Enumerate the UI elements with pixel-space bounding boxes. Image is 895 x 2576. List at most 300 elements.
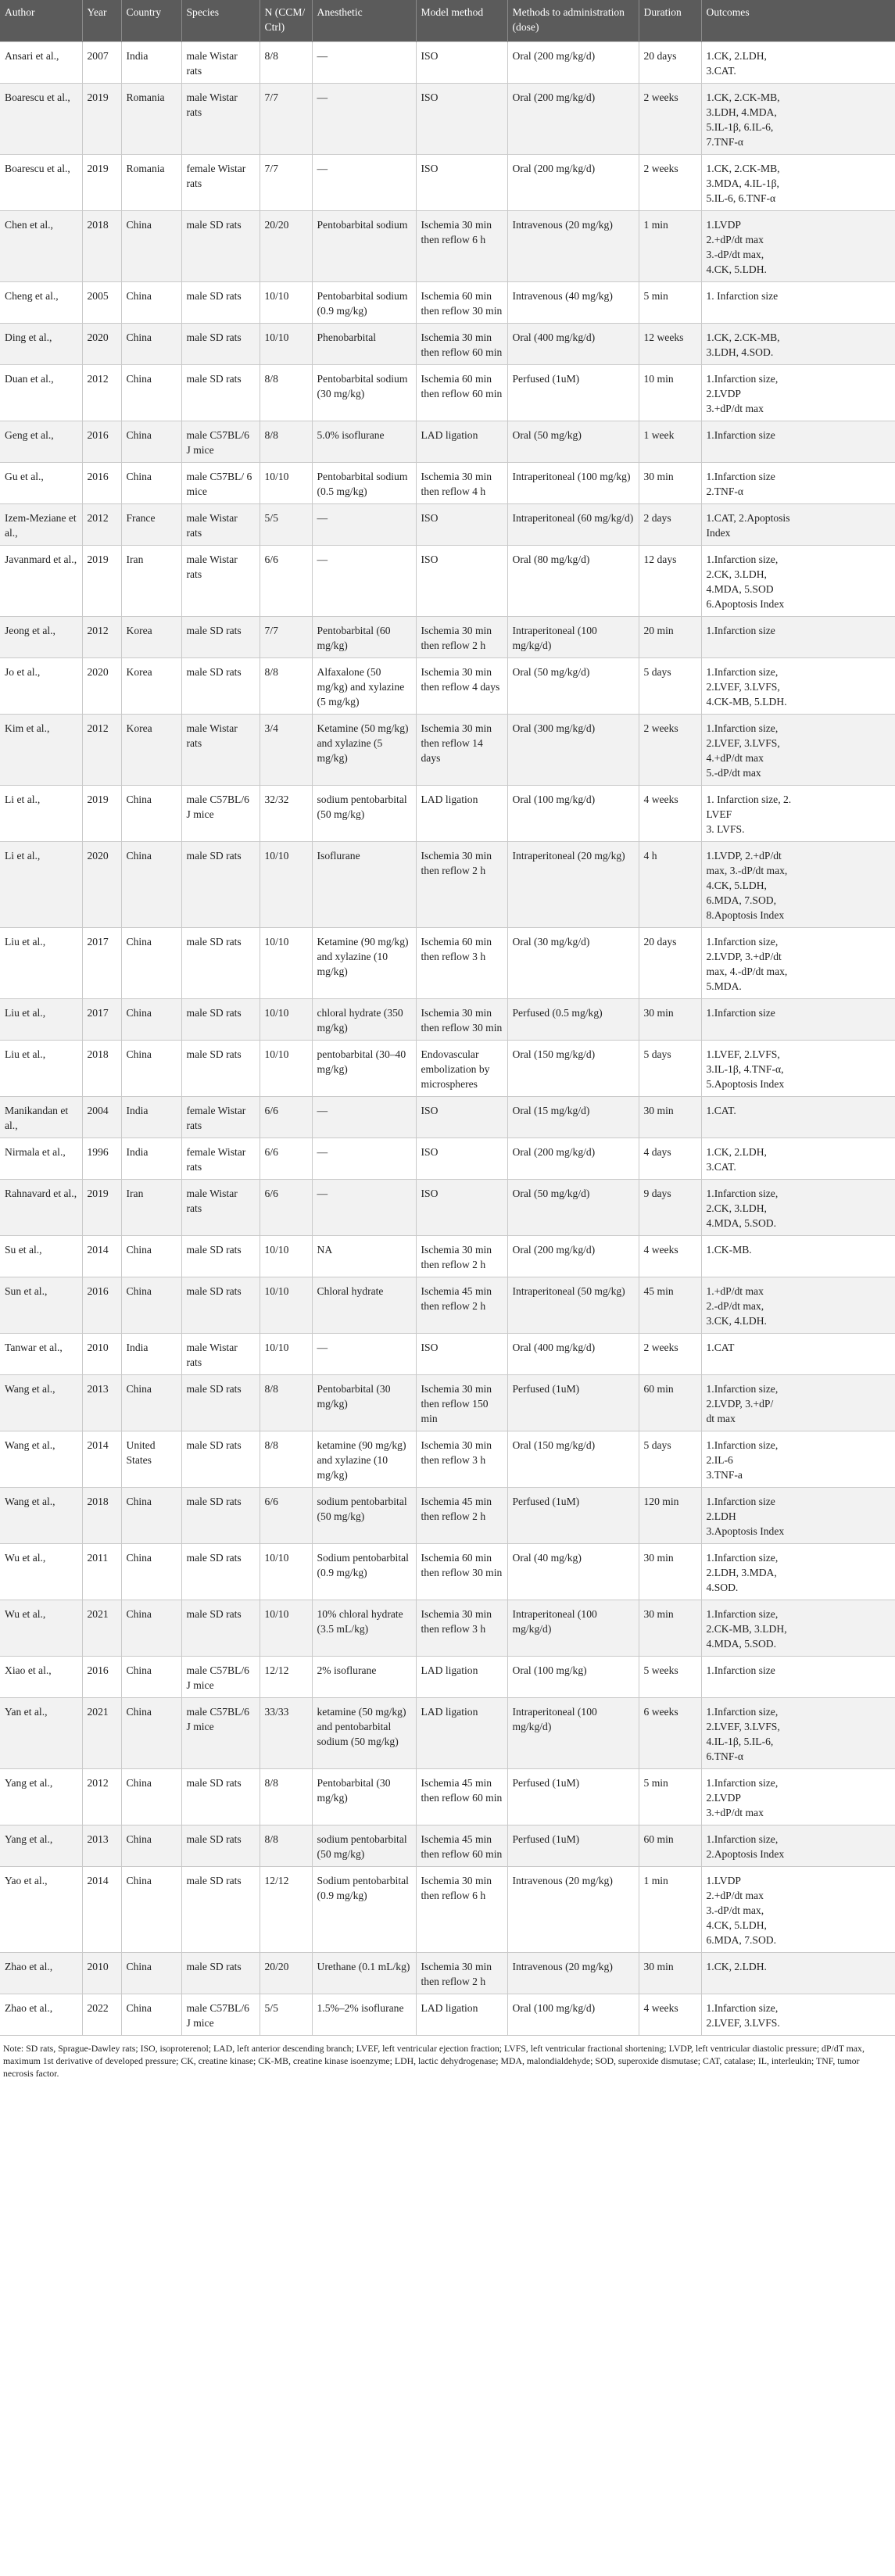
outcome-line: 6.MDA, 7.SOD. bbox=[706, 1934, 777, 1946]
cell-species: male C57BL/6 J mice bbox=[181, 1994, 260, 2036]
table-row bbox=[0, 1041, 895, 1097]
table-row bbox=[0, 421, 895, 463]
cell-species: male SD rats bbox=[181, 1431, 260, 1488]
outcome-line: 1.Infarction size, bbox=[706, 2002, 779, 2014]
outcome-line: 6.MDA, 7.SOD, bbox=[706, 894, 777, 906]
cell-outcomes bbox=[701, 421, 895, 463]
cell-species: male SD rats bbox=[181, 211, 260, 282]
cell-anesthetic: Urethane (0.1 mL/kg) bbox=[312, 1953, 416, 1994]
cell-country: Romania bbox=[121, 155, 181, 211]
cell-duration: 6 weeks bbox=[639, 1698, 701, 1769]
table-body bbox=[0, 42, 895, 2036]
cell-n: 20/20 bbox=[260, 211, 312, 282]
cell-model-method: ISO bbox=[416, 504, 507, 546]
cell-year: 2014 bbox=[82, 1236, 121, 1277]
cell-year: 2013 bbox=[82, 1825, 121, 1867]
header-row bbox=[0, 0, 895, 42]
cell-species: male SD rats bbox=[181, 842, 260, 928]
outcome-line: 4.MDA, 5.SOD. bbox=[706, 1217, 777, 1229]
cell-species: male SD rats bbox=[181, 1277, 260, 1334]
cell-author: Li et al., bbox=[0, 842, 82, 928]
cell-species: male SD rats bbox=[181, 1375, 260, 1431]
cell-author: Kim et al., bbox=[0, 715, 82, 786]
outcome-line: 1.LVDP, 2.+dP/dt bbox=[706, 850, 782, 862]
cell-duration: 30 min bbox=[639, 1600, 701, 1657]
cell-author: Boarescu et al., bbox=[0, 84, 82, 155]
outcome-line: 3.+dP/dt max bbox=[706, 403, 764, 414]
cell-n: 33/33 bbox=[260, 1698, 312, 1769]
cell-species: male SD rats bbox=[181, 1825, 260, 1867]
cell-species: female Wistar rats bbox=[181, 1138, 260, 1180]
cell-n: 10/10 bbox=[260, 1600, 312, 1657]
cell-species: male SD rats bbox=[181, 1041, 260, 1097]
cell-administration: Oral (100 mg/kg) bbox=[507, 1657, 639, 1698]
outcome-line: 4.IL-1β, 5.IL-6, bbox=[706, 1736, 774, 1747]
outcome-line: 1.Infarction size, bbox=[706, 1706, 779, 1718]
header-duration: Duration bbox=[639, 0, 701, 42]
cell-n: 10/10 bbox=[260, 463, 312, 504]
outcome-line: 1.Infarction size, bbox=[706, 1552, 779, 1564]
cell-anesthetic: — bbox=[312, 155, 416, 211]
outcome-line: 1.+dP/dt max bbox=[706, 1285, 764, 1297]
cell-author: Liu et al., bbox=[0, 999, 82, 1041]
table-row bbox=[0, 1097, 895, 1138]
cell-country: China bbox=[121, 1041, 181, 1097]
outcome-line: 4.SOD. bbox=[706, 1582, 739, 1593]
cell-author: Rahnavard et al., bbox=[0, 1180, 82, 1236]
outcome-line: 1.CAT. bbox=[706, 1105, 736, 1116]
table-row bbox=[0, 1657, 895, 1698]
cell-administration: Intraperitoneal (100 mg/kg/d) bbox=[507, 617, 639, 658]
cell-outcomes bbox=[701, 365, 895, 421]
cell-species: male Wistar rats bbox=[181, 1334, 260, 1375]
header-outcomes: Outcomes bbox=[701, 0, 895, 42]
cell-administration: Perfused (1uM) bbox=[507, 1375, 639, 1431]
cell-administration: Oral (150 mg/kg/d) bbox=[507, 1431, 639, 1488]
cell-duration: 1 min bbox=[639, 211, 701, 282]
cell-n: 8/8 bbox=[260, 42, 312, 84]
cell-administration: Oral (200 mg/kg/d) bbox=[507, 42, 639, 84]
outcome-line: 3.LDH, 4.MDA, bbox=[706, 106, 777, 118]
outcome-line: 1.LVDP bbox=[706, 1875, 741, 1886]
cell-model-method: Ischemia 45 min then reflow 2 h bbox=[416, 1277, 507, 1334]
cell-year: 2010 bbox=[82, 1953, 121, 1994]
table-row bbox=[0, 282, 895, 324]
cell-year: 2012 bbox=[82, 1769, 121, 1825]
cell-anesthetic: Phenobarbital bbox=[312, 324, 416, 365]
outcome-line: 1.CK, 2.LDH, bbox=[706, 50, 767, 62]
cell-duration: 12 weeks bbox=[639, 324, 701, 365]
cell-species: male Wistar rats bbox=[181, 42, 260, 84]
cell-n: 10/10 bbox=[260, 1277, 312, 1334]
cell-administration: Oral (50 mg/kg) bbox=[507, 421, 639, 463]
cell-year: 2019 bbox=[82, 84, 121, 155]
cell-outcomes bbox=[701, 1867, 895, 1953]
cell-outcomes bbox=[701, 1698, 895, 1769]
table-row bbox=[0, 1375, 895, 1431]
outcome-line: 2.LVDP, 3.+dP/dt bbox=[706, 951, 782, 962]
cell-administration: Oral (200 mg/kg/d) bbox=[507, 84, 639, 155]
cell-administration: Intravenous (20 mg/kg) bbox=[507, 1867, 639, 1953]
outcome-line: 4.MDA, 5.SOD bbox=[706, 583, 774, 595]
cell-model-method: Ischemia 45 min then reflow 60 min bbox=[416, 1825, 507, 1867]
cell-year: 2014 bbox=[82, 1431, 121, 1488]
cell-year: 2007 bbox=[82, 42, 121, 84]
cell-author: Wu et al., bbox=[0, 1544, 82, 1600]
cell-n: 32/32 bbox=[260, 786, 312, 842]
cell-administration: Intraperitoneal (100 mg/kg) bbox=[507, 463, 639, 504]
cell-n: 6/6 bbox=[260, 1180, 312, 1236]
cell-country: India bbox=[121, 1097, 181, 1138]
cell-country: China bbox=[121, 928, 181, 999]
cell-outcomes bbox=[701, 1431, 895, 1488]
cell-administration: Perfused (1uM) bbox=[507, 365, 639, 421]
cell-year: 2010 bbox=[82, 1334, 121, 1375]
cell-n: 10/10 bbox=[260, 282, 312, 324]
cell-anesthetic: 1.5%–2% isoflurane bbox=[312, 1994, 416, 2036]
table-row bbox=[0, 786, 895, 842]
cell-species: male C57BL/6 J mice bbox=[181, 421, 260, 463]
outcome-line: 2.LVEF, 3.LVFS, bbox=[706, 737, 780, 749]
cell-model-method: Ischemia 30 min then reflow 2 h bbox=[416, 617, 507, 658]
cell-anesthetic: Ketamine (90 mg/kg) and xylazine (10 mg/kg) bbox=[312, 928, 416, 999]
cell-duration: 45 min bbox=[639, 1277, 701, 1334]
cell-administration: Perfused (1uM) bbox=[507, 1769, 639, 1825]
cell-year: 2020 bbox=[82, 658, 121, 715]
cell-country: Korea bbox=[121, 658, 181, 715]
cell-species: male SD rats bbox=[181, 928, 260, 999]
cell-species: male SD rats bbox=[181, 1867, 260, 1953]
cell-n: 20/20 bbox=[260, 1953, 312, 1994]
cell-outcomes bbox=[701, 1544, 895, 1600]
cell-administration: Oral (200 mg/kg/d) bbox=[507, 155, 639, 211]
cell-n: 10/10 bbox=[260, 1334, 312, 1375]
cell-administration: Oral (50 mg/kg/d) bbox=[507, 1180, 639, 1236]
cell-duration: 4 days bbox=[639, 1138, 701, 1180]
cell-anesthetic: Ketamine (50 mg/kg) and xylazine (5 mg/kg) bbox=[312, 715, 416, 786]
cell-model-method: ISO bbox=[416, 1138, 507, 1180]
cell-species: male SD rats bbox=[181, 1236, 260, 1277]
outcome-line: 1.Infarction size, bbox=[706, 1777, 779, 1789]
cell-year: 2020 bbox=[82, 324, 121, 365]
table-row bbox=[0, 504, 895, 546]
cell-outcomes bbox=[701, 617, 895, 658]
outcome-line: 1.LVEF, 2.LVFS, bbox=[706, 1048, 780, 1060]
cell-n: 8/8 bbox=[260, 365, 312, 421]
cell-year: 2018 bbox=[82, 1488, 121, 1544]
cell-country: China bbox=[121, 1867, 181, 1953]
cell-model-method: LAD ligation bbox=[416, 1994, 507, 2036]
header-author: Author bbox=[0, 0, 82, 42]
cell-year: 2018 bbox=[82, 1041, 121, 1097]
table-row bbox=[0, 155, 895, 211]
outcome-line: 5.IL-6, 6.TNF-α bbox=[706, 192, 776, 204]
cell-outcomes bbox=[701, 658, 895, 715]
cell-model-method: LAD ligation bbox=[416, 421, 507, 463]
outcome-line: 1. Infarction size, 2. bbox=[706, 794, 792, 805]
cell-model-method: Ischemia 30 min then reflow 14 days bbox=[416, 715, 507, 786]
cell-country: China bbox=[121, 999, 181, 1041]
cell-duration: 4 weeks bbox=[639, 786, 701, 842]
cell-country: Korea bbox=[121, 617, 181, 658]
cell-duration: 5 days bbox=[639, 1431, 701, 1488]
cell-outcomes bbox=[701, 1825, 895, 1867]
cell-outcomes bbox=[701, 1180, 895, 1236]
cell-country: India bbox=[121, 42, 181, 84]
cell-administration: Intravenous (20 mg/kg) bbox=[507, 1953, 639, 1994]
cell-year: 2011 bbox=[82, 1544, 121, 1600]
cell-n: 6/6 bbox=[260, 1097, 312, 1138]
outcome-line: 4.CK, 5.LDH, bbox=[706, 1919, 767, 1931]
cell-anesthetic: Chloral hydrate bbox=[312, 1277, 416, 1334]
cell-n: 6/6 bbox=[260, 546, 312, 617]
cell-species: male SD rats bbox=[181, 1953, 260, 1994]
table-row bbox=[0, 1698, 895, 1769]
cell-outcomes bbox=[701, 1769, 895, 1825]
cell-model-method: Ischemia 60 min then reflow 30 min bbox=[416, 1544, 507, 1600]
cell-country: China bbox=[121, 421, 181, 463]
cell-model-method: LAD ligation bbox=[416, 786, 507, 842]
outcome-line: 1.Infarction size bbox=[706, 1007, 775, 1019]
cell-anesthetic: — bbox=[312, 84, 416, 155]
cell-n: 6/6 bbox=[260, 1138, 312, 1180]
cell-year: 2016 bbox=[82, 421, 121, 463]
cell-administration: Intraperitoneal (100 mg/kg/d) bbox=[507, 1698, 639, 1769]
cell-outcomes bbox=[701, 842, 895, 928]
cell-author: Wang et al., bbox=[0, 1431, 82, 1488]
outcome-line: 1.Infarction size bbox=[706, 471, 775, 482]
cell-outcomes bbox=[701, 463, 895, 504]
table-row bbox=[0, 1544, 895, 1600]
outcome-line: max, 3.-dP/dt max, bbox=[706, 865, 788, 876]
cell-anesthetic: pentobarbital (30–40 mg/kg) bbox=[312, 1041, 416, 1097]
cell-n: 10/10 bbox=[260, 928, 312, 999]
cell-model-method: Ischemia 30 min then reflow 30 min bbox=[416, 999, 507, 1041]
cell-duration: 12 days bbox=[639, 546, 701, 617]
outcome-line: 3.CAT. bbox=[706, 1161, 736, 1173]
outcome-line: 2.IL-6 bbox=[706, 1454, 733, 1466]
outcome-line: 6.Apoptosis Index bbox=[706, 598, 785, 610]
cell-model-method: LAD ligation bbox=[416, 1657, 507, 1698]
outcome-line: 2.LVDP, 3.+dP/ bbox=[706, 1398, 774, 1410]
cell-author: Ansari et al., bbox=[0, 42, 82, 84]
outcome-line: 1.Infarction size, bbox=[706, 1608, 779, 1620]
cell-duration: 30 min bbox=[639, 463, 701, 504]
outcome-line: 2.TNF-α bbox=[706, 485, 744, 497]
outcome-line: 2.-dP/dt max, bbox=[706, 1300, 764, 1312]
cell-year: 2017 bbox=[82, 928, 121, 999]
outcome-line: 2.+dP/dt max bbox=[706, 1890, 764, 1901]
outcome-line: 3.CK, 4.LDH. bbox=[706, 1315, 767, 1327]
cell-outcomes bbox=[701, 155, 895, 211]
outcome-line: 1.Infarction size, bbox=[706, 373, 779, 385]
outcome-line: 1.CK, 2.LDH. bbox=[706, 1961, 767, 1972]
cell-outcomes bbox=[701, 1277, 895, 1334]
outcome-line: 1.Infarction size, bbox=[706, 1188, 779, 1199]
cell-author: Cheng et al., bbox=[0, 282, 82, 324]
cell-author: Duan et al., bbox=[0, 365, 82, 421]
cell-species: male SD rats bbox=[181, 999, 260, 1041]
outcome-line: 5.MDA. bbox=[706, 980, 742, 992]
outcome-line: 1.CK-MB. bbox=[706, 1244, 752, 1256]
cell-model-method: Ischemia 45 min then reflow 60 min bbox=[416, 1769, 507, 1825]
cell-duration: 4 weeks bbox=[639, 1994, 701, 2036]
cell-model-method: Ischemia 30 min then reflow 2 h bbox=[416, 1236, 507, 1277]
cell-outcomes bbox=[701, 1953, 895, 1994]
cell-n: 12/12 bbox=[260, 1657, 312, 1698]
cell-outcomes bbox=[701, 1334, 895, 1375]
cell-anesthetic: 2% isoflurane bbox=[312, 1657, 416, 1698]
outcome-line: 4.CK-MB, 5.LDH. bbox=[706, 696, 787, 708]
cell-country: China bbox=[121, 1236, 181, 1277]
table-row bbox=[0, 928, 895, 999]
cell-administration: Intravenous (20 mg/kg) bbox=[507, 211, 639, 282]
cell-n: 8/8 bbox=[260, 421, 312, 463]
cell-anesthetic: Pentobarbital sodium bbox=[312, 211, 416, 282]
cell-species: male SD rats bbox=[181, 617, 260, 658]
outcome-line: 4.+dP/dt max bbox=[706, 752, 764, 764]
cell-year: 2012 bbox=[82, 504, 121, 546]
cell-duration: 4 h bbox=[639, 842, 701, 928]
cell-n: 8/8 bbox=[260, 1375, 312, 1431]
cell-anesthetic: NA bbox=[312, 1236, 416, 1277]
cell-country: China bbox=[121, 1544, 181, 1600]
cell-year: 2016 bbox=[82, 1277, 121, 1334]
table-row bbox=[0, 365, 895, 421]
cell-author: Javanmard et al., bbox=[0, 546, 82, 617]
cell-n: 10/10 bbox=[260, 1544, 312, 1600]
outcome-line: dt max bbox=[706, 1413, 736, 1424]
table-row bbox=[0, 1825, 895, 1867]
outcome-line: 1.CK, 2.CK-MB, bbox=[706, 163, 780, 174]
cell-duration: 30 min bbox=[639, 1544, 701, 1600]
cell-anesthetic: — bbox=[312, 504, 416, 546]
cell-country: China bbox=[121, 1769, 181, 1825]
cell-author: Chen et al., bbox=[0, 211, 82, 282]
table-row bbox=[0, 42, 895, 84]
outcome-line: 1.CAT bbox=[706, 1342, 735, 1353]
cell-administration: Perfused (0.5 mg/kg) bbox=[507, 999, 639, 1041]
cell-country: China bbox=[121, 1488, 181, 1544]
cell-outcomes bbox=[701, 786, 895, 842]
cell-n: 5/5 bbox=[260, 504, 312, 546]
table-row bbox=[0, 999, 895, 1041]
cell-administration: Oral (80 mg/kg/d) bbox=[507, 546, 639, 617]
cell-year: 2016 bbox=[82, 463, 121, 504]
cell-year: 2019 bbox=[82, 155, 121, 211]
cell-administration: Oral (100 mg/kg/d) bbox=[507, 1994, 639, 2036]
header-anesthetic: Anesthetic bbox=[312, 0, 416, 42]
table-row bbox=[0, 463, 895, 504]
cell-administration: Oral (40 mg/kg) bbox=[507, 1544, 639, 1600]
cell-outcomes bbox=[701, 1488, 895, 1544]
cell-country: Iran bbox=[121, 546, 181, 617]
cell-model-method: Ischemia 30 min then reflow 2 h bbox=[416, 842, 507, 928]
cell-outcomes bbox=[701, 546, 895, 617]
outcome-line: 2.LVEF, 3.LVFS, bbox=[706, 1721, 780, 1732]
cell-administration: Oral (400 mg/kg/d) bbox=[507, 1334, 639, 1375]
outcome-line: 4.MDA, 5.SOD. bbox=[706, 1638, 777, 1650]
outcome-line: 1.Infarction size, bbox=[706, 1439, 779, 1451]
cell-administration: Oral (100 mg/kg/d) bbox=[507, 786, 639, 842]
cell-model-method: ISO bbox=[416, 42, 507, 84]
cell-country: Korea bbox=[121, 715, 181, 786]
outcome-line: max, 4.-dP/dt max, bbox=[706, 966, 788, 977]
cell-species: male Wistar rats bbox=[181, 1180, 260, 1236]
cell-species: male SD rats bbox=[181, 282, 260, 324]
cell-anesthetic: chloral hydrate (350 mg/kg) bbox=[312, 999, 416, 1041]
cell-n: 12/12 bbox=[260, 1867, 312, 1953]
cell-country: China bbox=[121, 1600, 181, 1657]
cell-year: 2021 bbox=[82, 1600, 121, 1657]
cell-n: 8/8 bbox=[260, 1431, 312, 1488]
outcome-line: 2.CK, 3.LDH, bbox=[706, 568, 767, 580]
cell-author: Yao et al., bbox=[0, 1867, 82, 1953]
cell-n: 5/5 bbox=[260, 1994, 312, 2036]
outcome-line: 4.CK, 5.LDH. bbox=[706, 263, 767, 275]
cell-outcomes bbox=[701, 1097, 895, 1138]
outcome-line: 1.CK, 2.CK-MB, bbox=[706, 331, 780, 343]
cell-administration: Intraperitoneal (60 mg/kg/d) bbox=[507, 504, 639, 546]
cell-duration: 120 min bbox=[639, 1488, 701, 1544]
cell-n: 10/10 bbox=[260, 1236, 312, 1277]
cell-species: male C57BL/ 6 mice bbox=[181, 463, 260, 504]
cell-year: 2020 bbox=[82, 842, 121, 928]
cell-country: China bbox=[121, 1825, 181, 1867]
header-year: Year bbox=[82, 0, 121, 42]
cell-species: male SD rats bbox=[181, 1600, 260, 1657]
cell-species: male SD rats bbox=[181, 1488, 260, 1544]
cell-duration: 2 weeks bbox=[639, 84, 701, 155]
outcome-line: 3.IL-1β, 4.TNF-α, bbox=[706, 1063, 784, 1075]
cell-model-method: Ischemia 30 min then reflow 4 days bbox=[416, 658, 507, 715]
outcome-line: 7.TNF-α bbox=[706, 136, 744, 148]
cell-administration: Oral (50 mg/kg/d) bbox=[507, 658, 639, 715]
cell-model-method: Ischemia 30 min then reflow 60 min bbox=[416, 324, 507, 365]
cell-duration: 5 weeks bbox=[639, 1657, 701, 1698]
cell-author: Liu et al., bbox=[0, 1041, 82, 1097]
cell-duration: 10 min bbox=[639, 365, 701, 421]
cell-administration: Oral (30 mg/kg/d) bbox=[507, 928, 639, 999]
table-row bbox=[0, 1180, 895, 1236]
table-row bbox=[0, 1431, 895, 1488]
cell-duration: 20 min bbox=[639, 617, 701, 658]
outcome-line: 3.-dP/dt max, bbox=[706, 1904, 764, 1916]
cell-anesthetic: Pentobarbital sodium (30 mg/kg) bbox=[312, 365, 416, 421]
cell-anesthetic: sodium pentobarbital (50 mg/kg) bbox=[312, 1825, 416, 1867]
cell-author: Geng et al., bbox=[0, 421, 82, 463]
cell-year: 2014 bbox=[82, 1867, 121, 1953]
cell-outcomes bbox=[701, 999, 895, 1041]
cell-country: China bbox=[121, 463, 181, 504]
cell-duration: 5 min bbox=[639, 1769, 701, 1825]
outcome-line: 1.Infarction size bbox=[706, 1496, 775, 1507]
cell-model-method: ISO bbox=[416, 546, 507, 617]
outcome-line: 1.LVDP bbox=[706, 219, 741, 231]
cell-n: 7/7 bbox=[260, 617, 312, 658]
cell-model-method: LAD ligation bbox=[416, 1698, 507, 1769]
cell-model-method: Ischemia 30 min then reflow 6 h bbox=[416, 211, 507, 282]
header-n: N (CCM/ Ctrl) bbox=[260, 0, 312, 42]
outcome-line: 3.Apoptosis Index bbox=[706, 1525, 785, 1537]
cell-species: male SD rats bbox=[181, 324, 260, 365]
cell-anesthetic: sodium pentobarbital (50 mg/kg) bbox=[312, 1488, 416, 1544]
cell-anesthetic: 5.0% isoflurane bbox=[312, 421, 416, 463]
cell-duration: 2 days bbox=[639, 504, 701, 546]
cell-administration: Oral (150 mg/kg/d) bbox=[507, 1041, 639, 1097]
cell-duration: 9 days bbox=[639, 1180, 701, 1236]
cell-n: 8/8 bbox=[260, 1825, 312, 1867]
